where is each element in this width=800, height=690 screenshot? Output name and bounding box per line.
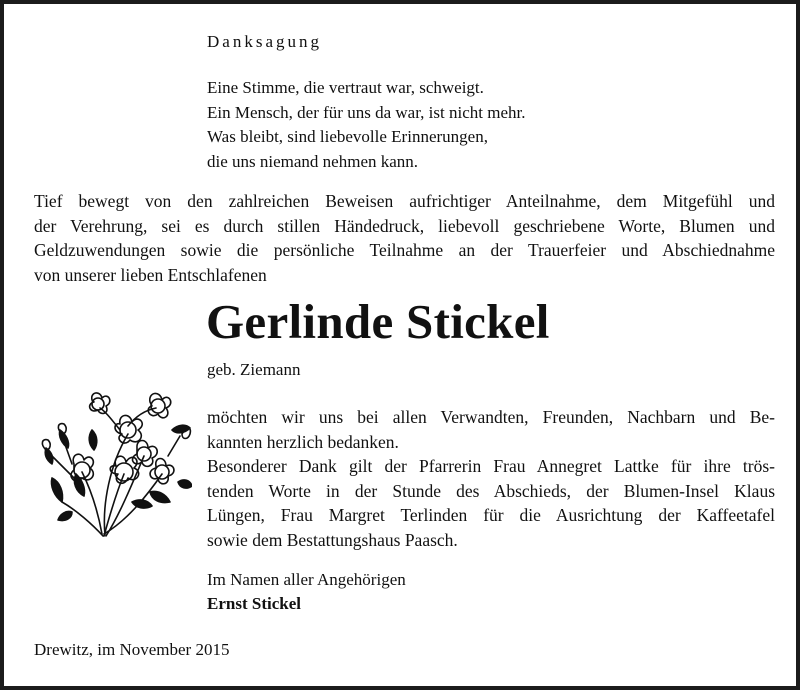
body-line: sowie dem Bestattungshaus Paasch.	[207, 529, 458, 550]
closing-line: Im Namen aller Angehörigen	[207, 570, 406, 589]
place-date: Drewitz, im November 2015	[34, 640, 230, 659]
poem	[207, 76, 525, 174]
intro-paragraph	[34, 189, 775, 287]
notice-heading: Danksagung	[207, 32, 322, 51]
body-line: Lüngen, Frau Margret Terlinden für die Ausrichtung der Kaffeetafel	[207, 505, 775, 525]
body-line: kannten herzlich bedanken.	[207, 431, 399, 452]
intro-line: Geldzuwendungen sowie die persönliche Teilnahme an der Trauerfeier und Abschiednahme	[34, 240, 775, 260]
poem-line: Was bleibt, sind liebevolle Erinnerungen,	[207, 127, 488, 146]
body-line: möchten wir uns bei allen Verwandten, Freunden, Nachbarn und Be-	[207, 407, 775, 427]
body-line: Besonderer Dank gilt der Pfarrerin Frau Annegret Lattke für ihre trös-	[207, 456, 775, 476]
birth-name: geb. Ziemann	[207, 360, 301, 379]
body-line: tenden Worte in der Stunde des Abschieds, der Blumen-Insel Klaus	[207, 480, 775, 501]
signer-name: Ernst Stickel	[207, 594, 301, 613]
flower-bouquet-icon	[32, 364, 192, 544]
intro-line: von unserer lieben Entschlafenen	[34, 264, 267, 285]
poem-line: Ein Mensch, der für uns da war, ist nicht mehr.	[207, 102, 526, 122]
poem-line: Eine Stimme, die vertraut war, schweigt.	[207, 78, 484, 97]
intro-line: der Verehrung, sei es durch stillen Händedruck, liebevoll geschriebene Worte, Blumen und	[34, 215, 775, 236]
poem-line: die uns niemand nehmen kann.	[207, 151, 419, 171]
deceased-name: Gerlinde Stickel	[206, 294, 550, 349]
intro-line: Tief bewegt von den zahlreichen Beweisen aufrichtiger Anteilnahme, dem Mitgefühl und	[34, 191, 775, 211]
thanks-paragraph	[207, 405, 775, 552]
